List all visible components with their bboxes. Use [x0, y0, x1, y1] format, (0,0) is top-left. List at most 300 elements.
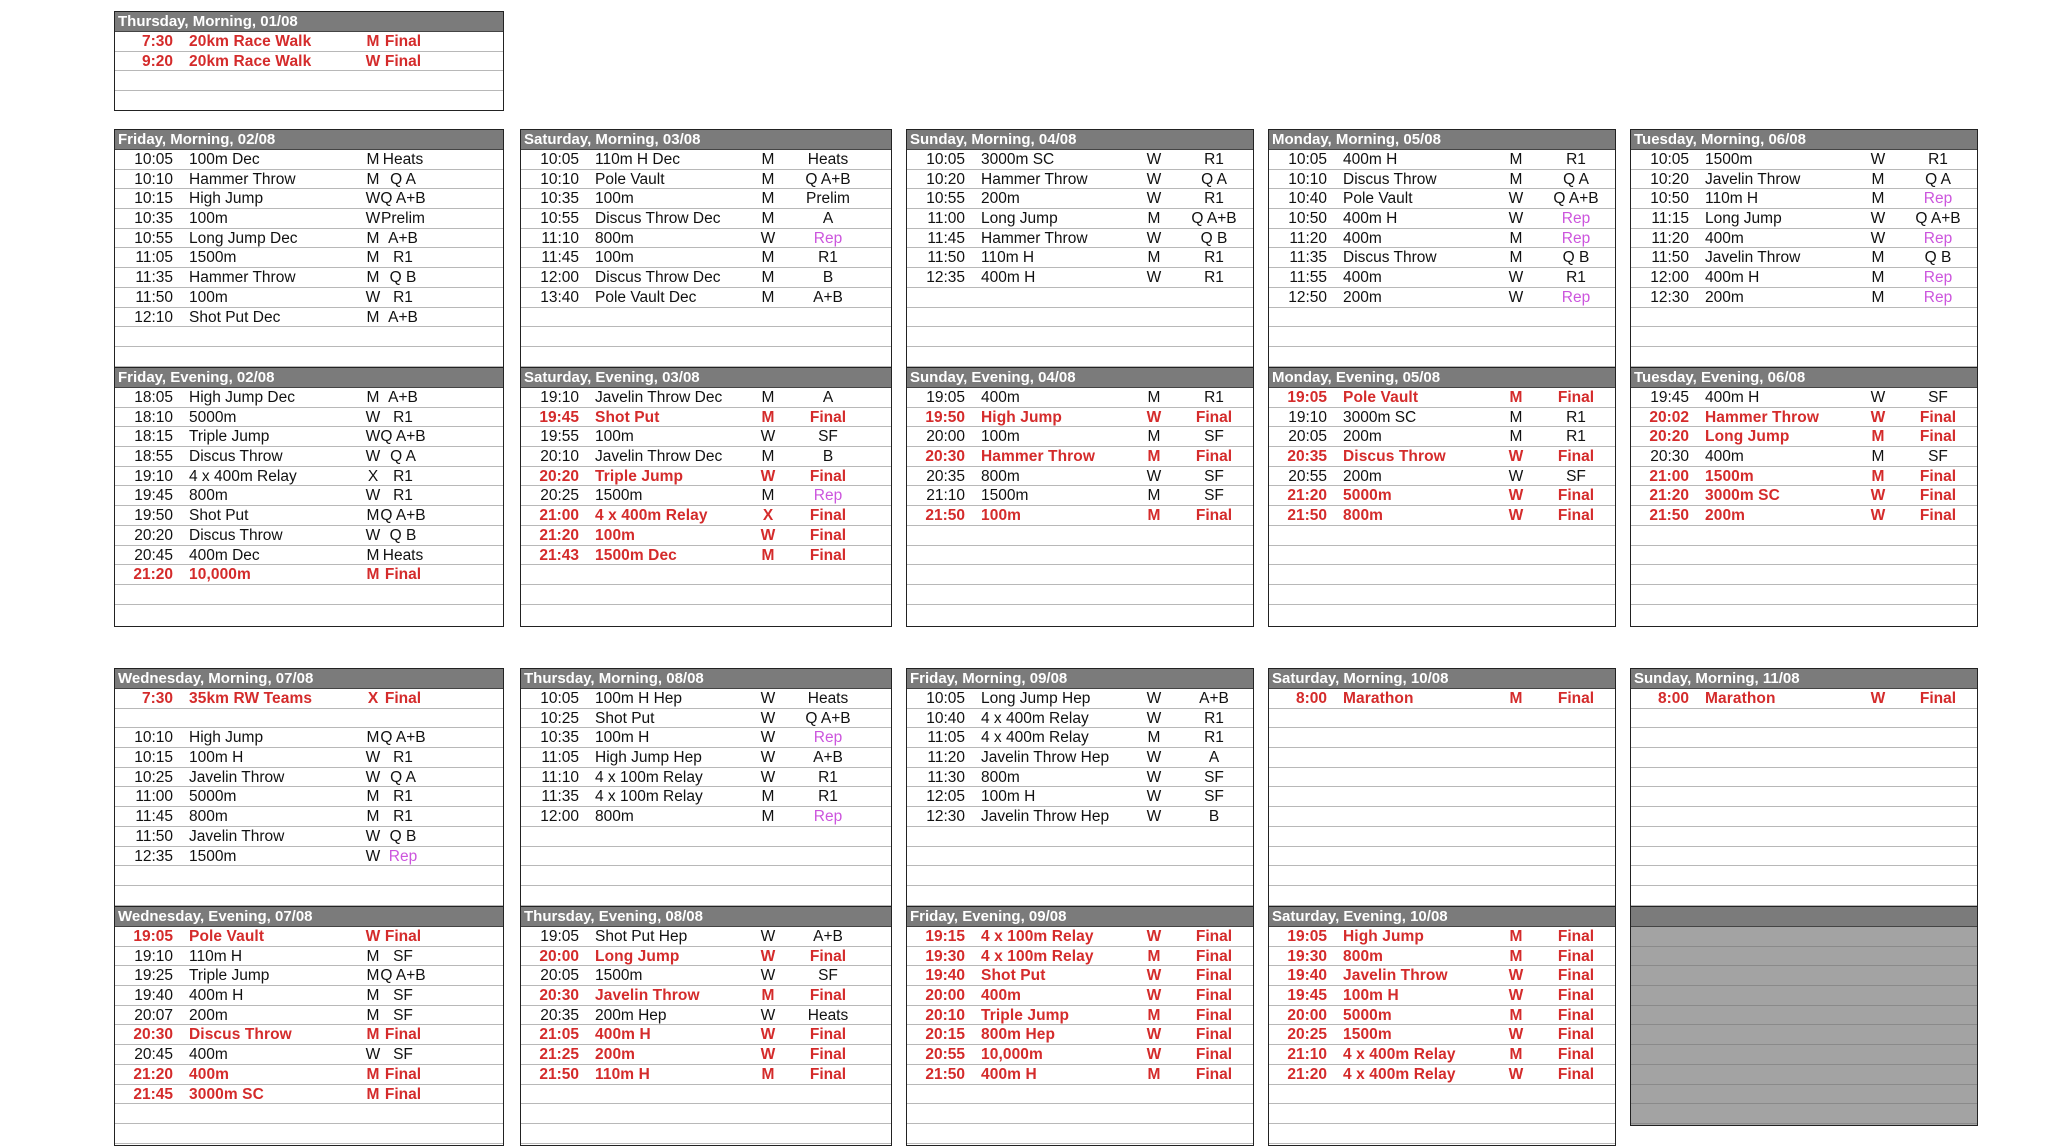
event-gender: M [358, 150, 388, 170]
event-name: 800m [981, 467, 1020, 487]
event-name: 10,000m [981, 1045, 1043, 1065]
event-name: 110m H [981, 248, 1034, 268]
event-gender: M [1863, 447, 1893, 467]
event-time: 20:00 [907, 427, 965, 447]
schedule-row [1631, 748, 1977, 768]
event-round: Final [783, 526, 873, 546]
session-header: Saturday, Morning, 10/08 [1269, 669, 1615, 689]
schedule-row [115, 565, 503, 585]
event-gender: W [358, 447, 388, 467]
event-round: R1 [358, 288, 448, 308]
schedule-row [521, 327, 891, 347]
schedule-row [115, 486, 503, 506]
event-round: Final [1893, 467, 1978, 487]
event-time: 10:50 [1269, 209, 1327, 229]
event-name: Pole Vault [595, 170, 665, 190]
event-time: 10:05 [907, 150, 965, 170]
event-gender: M [753, 546, 783, 566]
event-round: Final [1531, 986, 1616, 1006]
schedule-row [521, 1045, 891, 1065]
event-gender: W [358, 52, 388, 72]
event-name: 400m Dec [189, 546, 260, 566]
event-gender: W [1863, 486, 1893, 506]
event-name: Shot Put [595, 709, 654, 729]
event-round: R1 [1893, 150, 1978, 170]
schedule-row [1269, 1124, 1615, 1144]
event-time: 11:45 [115, 807, 173, 827]
event-name: 400m [1705, 447, 1744, 467]
schedule-row [1631, 565, 1977, 585]
event-gender: X [753, 506, 783, 526]
event-time: 10:35 [115, 209, 173, 229]
event-time: 11:05 [521, 748, 579, 768]
event-name: 800m Hep [981, 1025, 1055, 1045]
event-round: Q A [358, 768, 448, 788]
event-gender: M [1863, 248, 1893, 268]
schedule-row [907, 947, 1253, 967]
session-header: Thursday, Morning, 08/08 [521, 669, 891, 689]
schedule-row [115, 447, 503, 467]
event-name: 400m [1705, 229, 1744, 249]
event-time: 12:35 [115, 847, 173, 867]
event-name: Hammer Throw [981, 447, 1095, 467]
event-time: 10:10 [115, 728, 173, 748]
event-name: Long Jump Dec [189, 229, 298, 249]
event-gender: M [1139, 506, 1169, 526]
event-round: Final [358, 52, 448, 72]
event-round: R1 [1169, 248, 1254, 268]
schedule-row [1269, 486, 1615, 506]
event-round: Final [1531, 388, 1616, 408]
event-gender: X [358, 467, 388, 487]
schedule-row [1269, 308, 1615, 328]
schedule-row [1631, 209, 1977, 229]
schedule-row [521, 408, 891, 428]
event-name: Discus Throw [1343, 248, 1437, 268]
event-time: 21:20 [115, 1065, 173, 1085]
event-gender: W [1863, 388, 1893, 408]
event-time: 19:50 [115, 506, 173, 526]
event-name: 800m [1343, 506, 1383, 526]
event-time: 19:10 [521, 388, 579, 408]
schedule-row [907, 486, 1253, 506]
event-round: Rep [1531, 209, 1616, 229]
event-gender: W [1139, 768, 1169, 788]
session-header: Tuesday, Evening, 06/08 [1631, 368, 1977, 388]
event-name: Hammer Throw [189, 268, 296, 288]
event-name: Hammer Throw [189, 170, 296, 190]
event-gender: W [358, 768, 388, 788]
event-round: Q A+B [783, 170, 873, 190]
event-round: Rep [783, 486, 873, 506]
session-saturday-evening-0308 [520, 367, 892, 627]
schedule-row [521, 787, 891, 807]
schedule-row [1631, 467, 1977, 487]
event-gender: W [1863, 209, 1893, 229]
schedule-row [907, 427, 1253, 447]
event-round: Final [783, 467, 873, 487]
schedule-row [115, 886, 503, 906]
schedule-row [115, 347, 503, 367]
event-gender: W [358, 748, 388, 768]
session-header: Monday, Evening, 05/08 [1269, 368, 1615, 388]
event-time: 19:25 [115, 966, 173, 986]
event-name: 200m [595, 1045, 635, 1065]
event-name: Long Jump Hep [981, 689, 1090, 709]
schedule-row [1269, 886, 1615, 906]
event-time: 19:45 [1631, 388, 1689, 408]
schedule-row [1631, 170, 1977, 190]
schedule-row [115, 927, 503, 947]
event-gender: M [358, 268, 388, 288]
schedule-row [907, 585, 1253, 605]
schedule-row [115, 546, 503, 566]
event-time: 19:10 [115, 467, 173, 487]
schedule-row [1269, 526, 1615, 546]
event-time: 8:00 [1269, 689, 1327, 709]
schedule-row [907, 447, 1253, 467]
schedule-row [115, 807, 503, 827]
session-thursday-morning-0108 [114, 11, 504, 111]
event-gender: M [358, 966, 388, 986]
event-name: 110m H Dec [595, 150, 680, 170]
schedule-row [521, 209, 891, 229]
event-round: Final [358, 32, 448, 52]
event-gender: M [358, 248, 388, 268]
event-round: Final [783, 546, 873, 566]
schedule-row [1631, 709, 1977, 729]
event-gender: W [1501, 189, 1531, 209]
schedule-row [1269, 768, 1615, 788]
event-round: R1 [1169, 709, 1254, 729]
schedule-row [1631, 787, 1977, 807]
event-time: 11:20 [1631, 229, 1689, 249]
schedule-row [1269, 506, 1615, 526]
event-time: 21:05 [521, 1025, 579, 1045]
event-name: Javelin Throw [595, 986, 700, 1006]
event-round: Final [1531, 1025, 1616, 1045]
event-name: 100m [981, 506, 1021, 526]
event-gender: M [753, 268, 783, 288]
event-name: 110m H [595, 1065, 650, 1085]
event-name: 400m H [1343, 209, 1397, 229]
event-round: Q A [1893, 170, 1978, 190]
event-round: SF [1893, 447, 1978, 467]
event-round: Final [1169, 1025, 1254, 1045]
schedule-row [521, 467, 891, 487]
schedule-row [907, 288, 1253, 308]
event-name: 100m [595, 189, 634, 209]
event-time: 20:35 [1269, 447, 1327, 467]
event-time: 19:05 [907, 388, 965, 408]
event-name: High Jump [1343, 927, 1424, 947]
event-time: 12:35 [907, 268, 965, 288]
schedule-row [907, 1025, 1253, 1045]
event-round: Final [1169, 1045, 1254, 1065]
schedule-row [521, 388, 891, 408]
session-friday-evening-0908 [906, 906, 1254, 1146]
event-round: Q B [1893, 248, 1978, 268]
event-time: 20:30 [521, 986, 579, 1006]
schedule-row [907, 189, 1253, 209]
event-name: Long Jump [1705, 209, 1782, 229]
event-time: 10:35 [521, 189, 579, 209]
event-time: 21:20 [1269, 1065, 1327, 1085]
event-time: 19:05 [115, 927, 173, 947]
schedule-row [521, 288, 891, 308]
event-name: Triple Jump [595, 467, 683, 487]
event-time: 10:20 [907, 170, 965, 190]
event-gender: M [358, 947, 388, 967]
schedule-row [1631, 927, 1977, 947]
event-time: 11:20 [907, 748, 965, 768]
session-header: Friday, Evening, 09/08 [907, 907, 1253, 927]
schedule-row [115, 71, 503, 91]
event-gender: W [753, 709, 783, 729]
schedule-row [1269, 1006, 1615, 1026]
event-round: Q B [1531, 248, 1616, 268]
event-time: 10:05 [907, 689, 965, 709]
event-time: 18:55 [115, 447, 173, 467]
schedule-row [1631, 268, 1977, 288]
schedule-row [1631, 986, 1977, 1006]
session-wednesday-evening-0708 [114, 906, 504, 1146]
schedule-row [115, 209, 503, 229]
schedule-row [521, 966, 891, 986]
schedule-row [1631, 150, 1977, 170]
event-round: R1 [1531, 268, 1616, 288]
schedule-row [521, 248, 891, 268]
schedule-row [1269, 807, 1615, 827]
event-time: 21:50 [907, 1065, 965, 1085]
event-gender: W [358, 427, 388, 447]
event-time: 12:30 [907, 807, 965, 827]
event-time: 21:45 [115, 1085, 173, 1105]
event-gender: W [1139, 268, 1169, 288]
schedule-row [1631, 327, 1977, 347]
schedule-row [1631, 546, 1977, 566]
event-round: Rep [1893, 229, 1978, 249]
schedule-row [907, 268, 1253, 288]
event-gender: W [1863, 408, 1893, 428]
event-round: A+B [358, 229, 448, 249]
event-gender: M [753, 787, 783, 807]
event-gender: X [358, 689, 388, 709]
schedule-row [115, 506, 503, 526]
event-name: Javelin Throw Dec [595, 388, 722, 408]
event-time: 19:05 [1269, 927, 1327, 947]
event-gender: W [1501, 209, 1531, 229]
event-gender: M [753, 486, 783, 506]
event-time: 10:25 [521, 709, 579, 729]
schedule-row [907, 388, 1253, 408]
event-name: 4 x 400m Relay [189, 467, 297, 487]
schedule-row [115, 150, 503, 170]
event-gender: W [358, 486, 388, 506]
schedule-row [907, 526, 1253, 546]
event-name: Shot Put [595, 408, 660, 428]
schedule-row [521, 427, 891, 447]
schedule-row [907, 248, 1253, 268]
event-time: 11:35 [1269, 248, 1327, 268]
schedule-row [521, 847, 891, 867]
schedule-row [907, 986, 1253, 1006]
event-gender: M [358, 1025, 388, 1045]
event-gender: M [753, 388, 783, 408]
session-header: Sunday, Evening, 04/08 [907, 368, 1253, 388]
schedule-row [1631, 689, 1977, 709]
schedule-row [115, 1104, 503, 1124]
event-name: 800m [189, 807, 228, 827]
event-name: 1500m [595, 486, 642, 506]
event-time: 10:15 [115, 748, 173, 768]
schedule-row [907, 927, 1253, 947]
event-gender: W [753, 467, 783, 487]
event-name: 100m H Hep [595, 689, 682, 709]
event-round: Q A+B [1893, 209, 1978, 229]
event-round: Final [1531, 947, 1616, 967]
event-name: Pole Vault [1343, 388, 1418, 408]
event-round: Final [358, 1025, 448, 1045]
schedule-row [1269, 585, 1615, 605]
event-time: 11:05 [115, 248, 173, 268]
schedule-row [521, 1085, 891, 1105]
event-gender: W [1501, 447, 1531, 467]
event-round: SF [1531, 467, 1616, 487]
schedule-row [907, 1065, 1253, 1085]
event-name: 1500m [1705, 150, 1752, 170]
schedule-row [521, 1025, 891, 1045]
event-name: 1500m [1343, 1025, 1392, 1045]
event-round: Rep [358, 847, 448, 867]
event-time: 12:00 [1631, 268, 1689, 288]
event-time: 20:15 [907, 1025, 965, 1045]
event-gender: W [358, 847, 388, 867]
event-gender: M [1139, 209, 1169, 229]
session-header: Friday, Evening, 02/08 [115, 368, 503, 388]
schedule-row [115, 1124, 503, 1144]
event-round: Rep [783, 807, 873, 827]
event-gender: M [358, 32, 388, 52]
event-round: R1 [358, 807, 448, 827]
schedule-row [907, 308, 1253, 328]
event-time: 12:00 [521, 268, 579, 288]
event-gender: W [1501, 268, 1531, 288]
event-time: 19:50 [907, 408, 965, 428]
session-monday-morning-0508 [1268, 129, 1616, 369]
schedule-row [115, 467, 503, 487]
event-round: Final [1531, 966, 1616, 986]
event-gender: W [1139, 229, 1169, 249]
event-gender: W [358, 189, 388, 209]
event-name: 100m H [1343, 986, 1399, 1006]
event-time: 10:10 [115, 170, 173, 190]
event-gender: M [1501, 388, 1531, 408]
event-gender: M [1863, 268, 1893, 288]
event-time: 18:05 [115, 388, 173, 408]
schedule-row [115, 388, 503, 408]
event-name: 4 x 100m Relay [981, 947, 1094, 967]
schedule-row [1631, 526, 1977, 546]
event-name: 5000m [1343, 1006, 1392, 1026]
event-gender: M [753, 408, 783, 428]
schedule-row [1269, 1045, 1615, 1065]
event-name: 110m H [1705, 189, 1758, 209]
event-round: A [783, 209, 873, 229]
event-round: Final [1893, 408, 1978, 428]
event-time: 20:05 [521, 966, 579, 986]
event-name: 3000m SC [981, 150, 1054, 170]
schedule-row [907, 150, 1253, 170]
event-round: A+B [358, 388, 448, 408]
event-time: 10:35 [521, 728, 579, 748]
schedule-row [1269, 170, 1615, 190]
session-header: Friday, Morning, 02/08 [115, 130, 503, 150]
event-round: SF [783, 966, 873, 986]
schedule-row [1631, 288, 1977, 308]
schedule-row [521, 986, 891, 1006]
session-thursday-morning-0808 [520, 668, 892, 908]
schedule-row [1631, 866, 1977, 886]
schedule-row [521, 447, 891, 467]
event-gender: W [358, 927, 388, 947]
event-round: SF [1169, 787, 1254, 807]
schedule-row [115, 308, 503, 328]
event-gender: M [1501, 150, 1531, 170]
event-gender: W [1863, 229, 1893, 249]
event-name: Discus Throw Dec [595, 268, 720, 288]
event-gender: M [753, 288, 783, 308]
event-round: Q A+B [1531, 189, 1616, 209]
schedule-row [907, 1104, 1253, 1124]
event-time: 20:30 [1631, 447, 1689, 467]
event-gender: M [1501, 689, 1531, 709]
event-gender: M [358, 1065, 388, 1085]
event-time: 19:45 [1269, 986, 1327, 1006]
schedule-row [907, 689, 1253, 709]
event-time: 20:10 [521, 447, 579, 467]
schedule-row [907, 847, 1253, 867]
event-name: 800m [189, 486, 228, 506]
event-round: Final [1531, 927, 1616, 947]
event-time: 19:45 [115, 486, 173, 506]
event-name: High Jump [189, 728, 263, 748]
schedule-row [115, 268, 503, 288]
schedule-row [907, 1124, 1253, 1144]
schedule-row [1269, 1104, 1615, 1124]
schedule-row [1269, 709, 1615, 729]
event-name: 200m Hep [595, 1006, 667, 1026]
event-gender: M [358, 728, 388, 748]
session-friday-morning-0208 [114, 129, 504, 369]
event-name: Hammer Throw [981, 170, 1088, 190]
event-name: 100m Dec [189, 150, 260, 170]
event-round: Final [1169, 986, 1254, 1006]
schedule-row [1631, 229, 1977, 249]
event-round: Final [1169, 1006, 1254, 1026]
event-gender: W [358, 827, 388, 847]
session-tuesday-morning-0608 [1630, 129, 1978, 369]
event-time: 7:30 [115, 32, 173, 52]
event-round: Final [1169, 506, 1254, 526]
event-round: Q A [1169, 170, 1254, 190]
event-gender: M [1139, 1006, 1169, 1026]
event-name: 100m [189, 288, 228, 308]
event-gender: M [1501, 1045, 1531, 1065]
event-name: Hammer Throw [981, 229, 1088, 249]
event-time: 10:55 [907, 189, 965, 209]
event-round: B [1169, 807, 1254, 827]
